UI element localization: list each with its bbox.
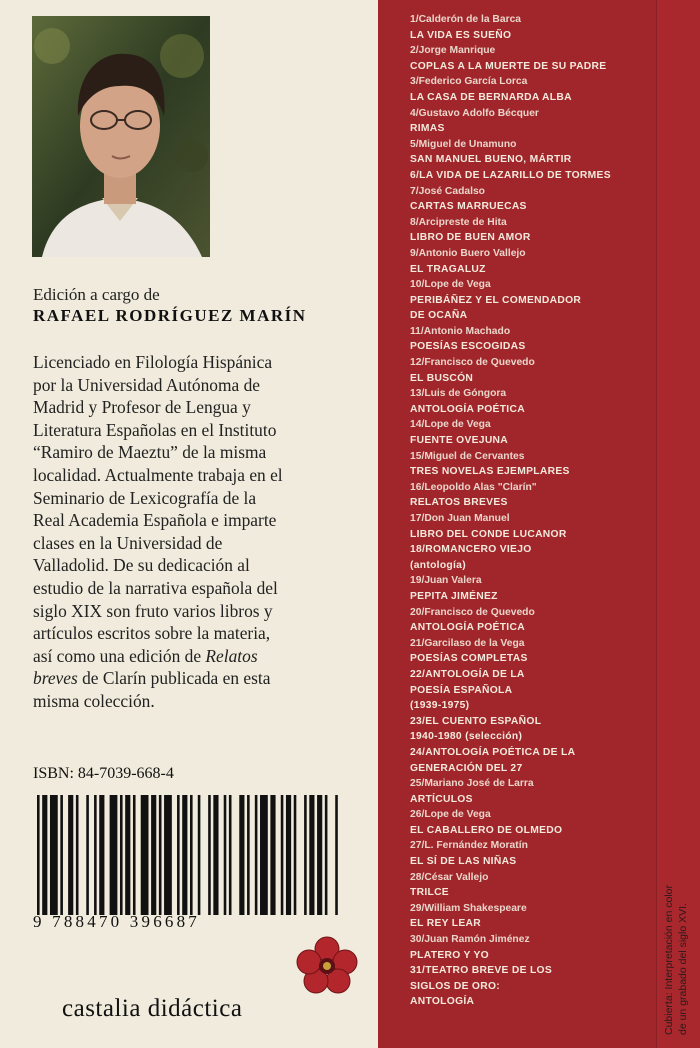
editor-biography	[33, 351, 363, 713]
collection-author: 13/Luis de Góngora	[410, 388, 507, 400]
barcode-number: 9 788470 396687	[33, 912, 200, 931]
collection-title: EL SÍ DE LAS NIÑAS	[410, 856, 517, 868]
bio-line	[33, 667, 363, 690]
collection-title: POESÍAS COMPLETAS	[410, 653, 528, 665]
collection-title: LA CASA DE BERNARDA ALBA	[410, 91, 572, 103]
collection-title: POESÍAS ESCOGIDAS	[410, 341, 526, 353]
collection-title: ANTOLOGÍA POÉTICA	[410, 403, 525, 415]
collection-author: 26/Lope de Vega	[410, 809, 491, 821]
collection-title: ANTOLOGÍA POÉTICA	[410, 622, 525, 634]
collection-author: 14/Lope de Vega	[410, 419, 491, 431]
collection-title: CARTAS MARRUECAS	[410, 201, 527, 213]
collection-title: COPLAS A LA MUERTE DE SU PADRE	[410, 60, 607, 72]
collection-title: EL REY LEAR	[410, 918, 482, 930]
collection-title: GENERACIÓN DEL 27	[410, 762, 523, 774]
bio-line: Seminario de Lexicografía de la	[33, 487, 257, 508]
credit-line: Cubierta: Interpretación en color	[663, 885, 675, 1035]
collection-author: 25/Mariano José de Larra	[410, 778, 534, 790]
author-photo	[32, 16, 210, 257]
bio-line	[33, 645, 363, 668]
bio-line: Licenciado en Filología Hispánica	[33, 352, 273, 372]
bio-line: por la Universidad Autónoma de	[33, 374, 260, 395]
bio-line: “Ramiro de Maeztu” de la misma	[33, 442, 267, 463]
collection-title: TRILCE	[410, 887, 449, 899]
collection-title: FUENTE OVEJUNA	[410, 435, 509, 447]
collection-title: PLATERO Y YO	[410, 949, 489, 961]
collection-author: 21/Garcilaso de la Vega	[410, 637, 525, 649]
bio-italic-title: Relatos	[205, 645, 258, 666]
collection-author: 19/Juan Valera	[410, 575, 482, 587]
collection-title: 31/TEATRO BREVE DE LOS	[410, 965, 553, 977]
collection-author: 16/Leopoldo Alas "Clarín"	[410, 481, 537, 493]
collection-title: EL CABALLERO DE OLMEDO	[410, 824, 563, 836]
collection-title: LIBRO DEL CONDE LUCANOR	[410, 528, 567, 540]
bio-line: Valladolid. De su dedicación al	[33, 555, 250, 576]
collection-title: ANTOLOGÍA	[410, 996, 475, 1008]
bio-line: estudio de la narrativa española del	[33, 577, 278, 598]
collection-author: 3/Federico García Lorca	[410, 76, 528, 88]
collection-author: 17/Don Juan Manuel	[410, 513, 510, 524]
cover-credit	[662, 785, 690, 1035]
bio-text: así como una edición de	[33, 645, 202, 666]
collection-author: 10/Lope de Vega	[410, 279, 491, 291]
bio-line: artículos escritos sobre la materia,	[33, 623, 271, 644]
collection-title: RELATOS BREVES	[410, 497, 508, 509]
bio-line: siglo XIX son fruto varios libros y	[33, 600, 273, 621]
collection-author: 30/Juan Ramón Jiménez	[410, 934, 530, 946]
collection-title: EL BUSCÓN	[410, 372, 474, 384]
collection-title: SAN MANUEL BUENO, MÁRTIR	[410, 154, 572, 166]
collection-title: EL TRAGALUZ	[410, 263, 486, 275]
bio-line: Madrid y Profesor de Lengua y	[33, 397, 251, 418]
collection-title: LA VIDA ES SUEÑO	[410, 29, 512, 41]
bio-line: Real Academia Española e imparte	[33, 510, 277, 531]
collection-title: 22/ANTOLOGÍA DE LA	[410, 668, 525, 680]
collection-title: LIBRO DE BUEN AMOR	[410, 232, 531, 244]
collection-author: 12/Francisco de Quevedo	[410, 357, 535, 369]
collection-author: 7/José Cadalso	[410, 185, 485, 197]
collection-title: SIGLOS DE ORO:	[410, 980, 501, 992]
collection-title: (1939-1975)	[410, 700, 470, 712]
edition-label: Edición a cargo de	[33, 285, 160, 304]
collection-title: 23/EL CUENTO ESPAÑOL	[410, 715, 542, 727]
collection-title: (antología)	[410, 559, 466, 571]
bio-italic-title: breves	[33, 668, 78, 689]
collection-title: TRES NOVELAS EJEMPLARES	[410, 466, 570, 478]
rose-logo-icon	[295, 935, 359, 995]
collection-list	[410, 12, 655, 1010]
bio-line: clases en la Universidad de	[33, 532, 223, 553]
collection-author: 20/Francisco de Quevedo	[410, 606, 535, 618]
collection-author: 29/William Shakespeare	[410, 902, 527, 914]
barcode	[37, 795, 343, 915]
publisher-brand: castalia didáctica	[62, 995, 243, 1022]
collection-author: 27/L. Fernández Moratín	[410, 840, 528, 852]
collection-title: POESÍA ESPAÑOLA	[410, 684, 513, 696]
collection-author: 9/Antonio Buero Vallejo	[410, 247, 526, 259]
collection-title: 1940-1980 (selección)	[410, 731, 523, 743]
collection-title: RIMAS	[410, 123, 445, 135]
credit-line: de un grabado del siglo XVI.	[677, 903, 689, 1035]
collection-title: 18/ROMANCERO VIEJO	[410, 544, 532, 556]
collection-title: ARTÍCULOS	[410, 793, 473, 805]
collection-title: 6/LA VIDA DE LAZARILLO DE TORMES	[410, 169, 611, 181]
collection-author: 11/Antonio Machado	[410, 325, 511, 337]
collection-title: PERIBÁÑEZ Y EL COMENDADOR	[410, 294, 582, 306]
collection-author: 15/Miguel de Cervantes	[410, 450, 525, 462]
collection-title: DE OCAÑA	[410, 310, 468, 322]
collection-title: 24/ANTOLOGÍA POÉTICA DE LA	[410, 746, 576, 758]
editor-name: RAFAEL RODRÍGUEZ MARÍN	[33, 306, 307, 325]
isbn: ISBN: 84-7039-668-4	[33, 765, 174, 782]
bio-line: Literatura Españolas en el Instituto	[33, 419, 277, 440]
collection-title: PEPITA JIMÉNEZ	[410, 590, 498, 602]
bio-line: localidad. Actualmente trabaja en el	[33, 464, 283, 485]
collection-author: 2/Jorge Manrique	[410, 45, 496, 57]
collection-author: 5/Miguel de Unamuno	[410, 138, 517, 150]
collection-author: 4/Gustavo Adolfo Bécquer	[410, 107, 539, 119]
collection-author: 1/Calderón de la Barca	[410, 14, 522, 25]
collection-author: 28/César Vallejo	[410, 871, 489, 883]
collection-author: 8/Arcipreste de Hita	[410, 216, 507, 228]
bio-text: de Clarín publicada en esta	[77, 668, 271, 689]
bio-line: misma colección.	[33, 690, 155, 711]
